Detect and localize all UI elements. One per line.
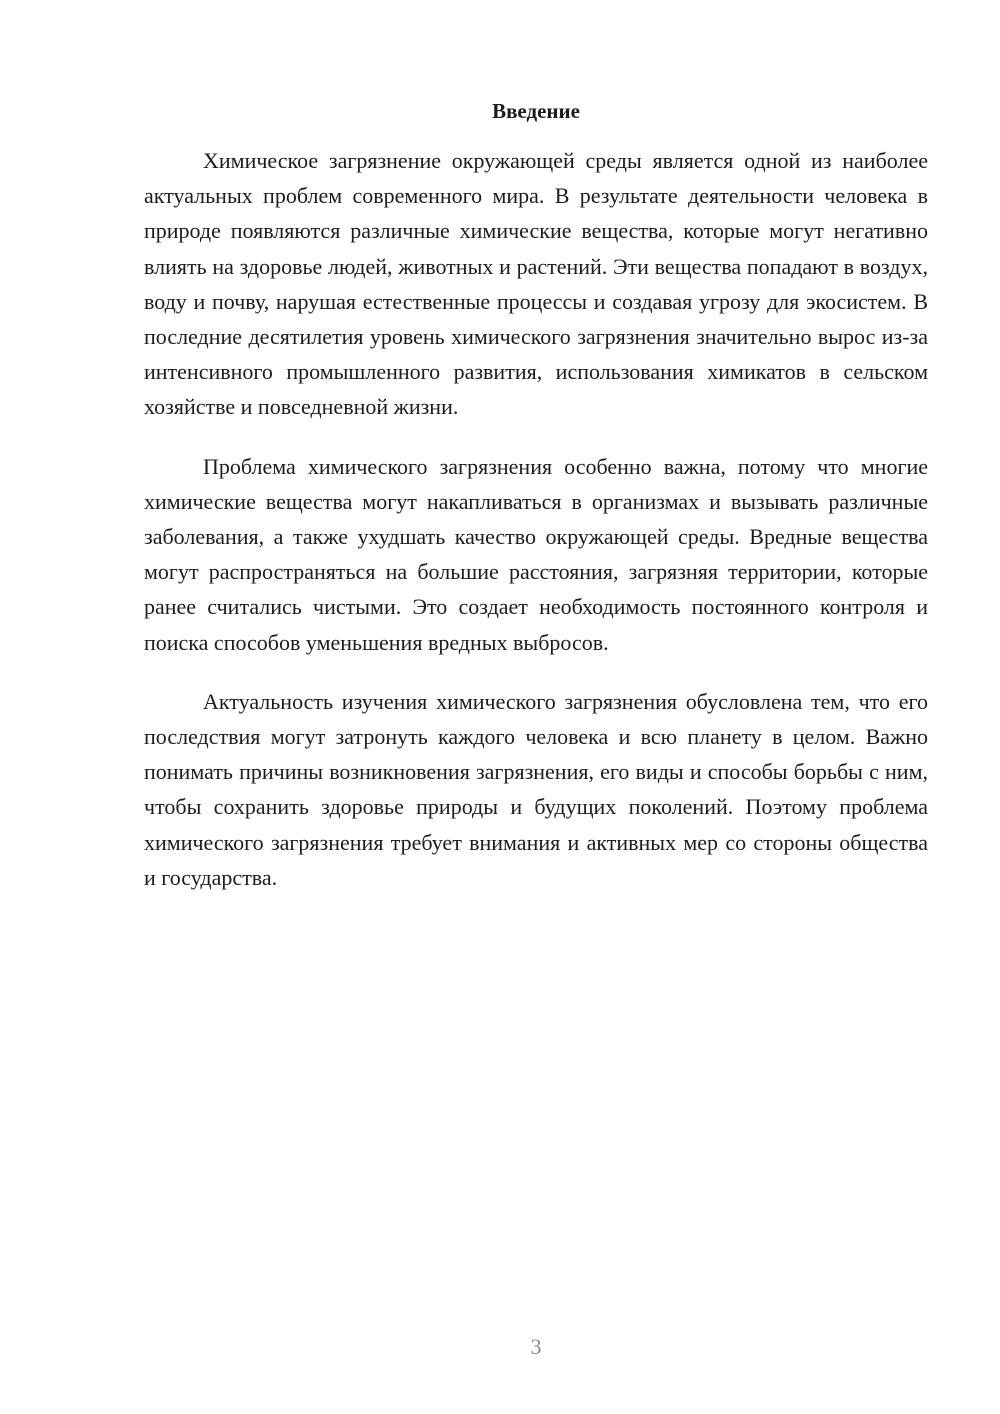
paragraph-1: Химическое загрязнение окружающей среды является одной из наиболее актуальных проблем современного мира. В результате деятельности человека в природе появляются различные химические вещества, которые могут негативно влиять на здоровье людей, животных и растений. Эти вещества попадают в воздух, воду и почву, нарушая естественные процессы и создавая угрозу для экосистем. В последние десятилетия уровень химического загрязнения значительно вырос из-за интенсивного промышленного развития, использования химикатов в сельском хозяйстве и повседневной жизни. [144, 148, 928, 420]
page-title: Введение [492, 99, 580, 123]
page-number: 3 [530, 1334, 542, 1359]
paragraph-3: Актуальность изучения химического загрязнения обусловлена тем, что его последствия могут затронуть каждого человека и всю планету в целом. Важно понимать причины возникновения загрязнения, его виды и способы борьбы с ним, чтобы сохранить здоровье природы и будущих поколений. Поэтому проблема химического загрязнения требует внимания и активных мер со стороны общества и государства. [144, 688, 928, 890]
body-text [144, 143, 928, 919]
paragraph-2: Проблема химического загрязнения особенно важна, потому что многие химические вещества могут накапливаться в организмах и вызывать различные заболевания, а также ухудшать качество окружающей среды. Вредные вещества могут распространяться на большие расстояния, загрязняя территории, которые ранее считались чистыми. Это создает необходимость постоянного контроля и поиска способов уменьшения вредных выбросов. [144, 453, 928, 655]
